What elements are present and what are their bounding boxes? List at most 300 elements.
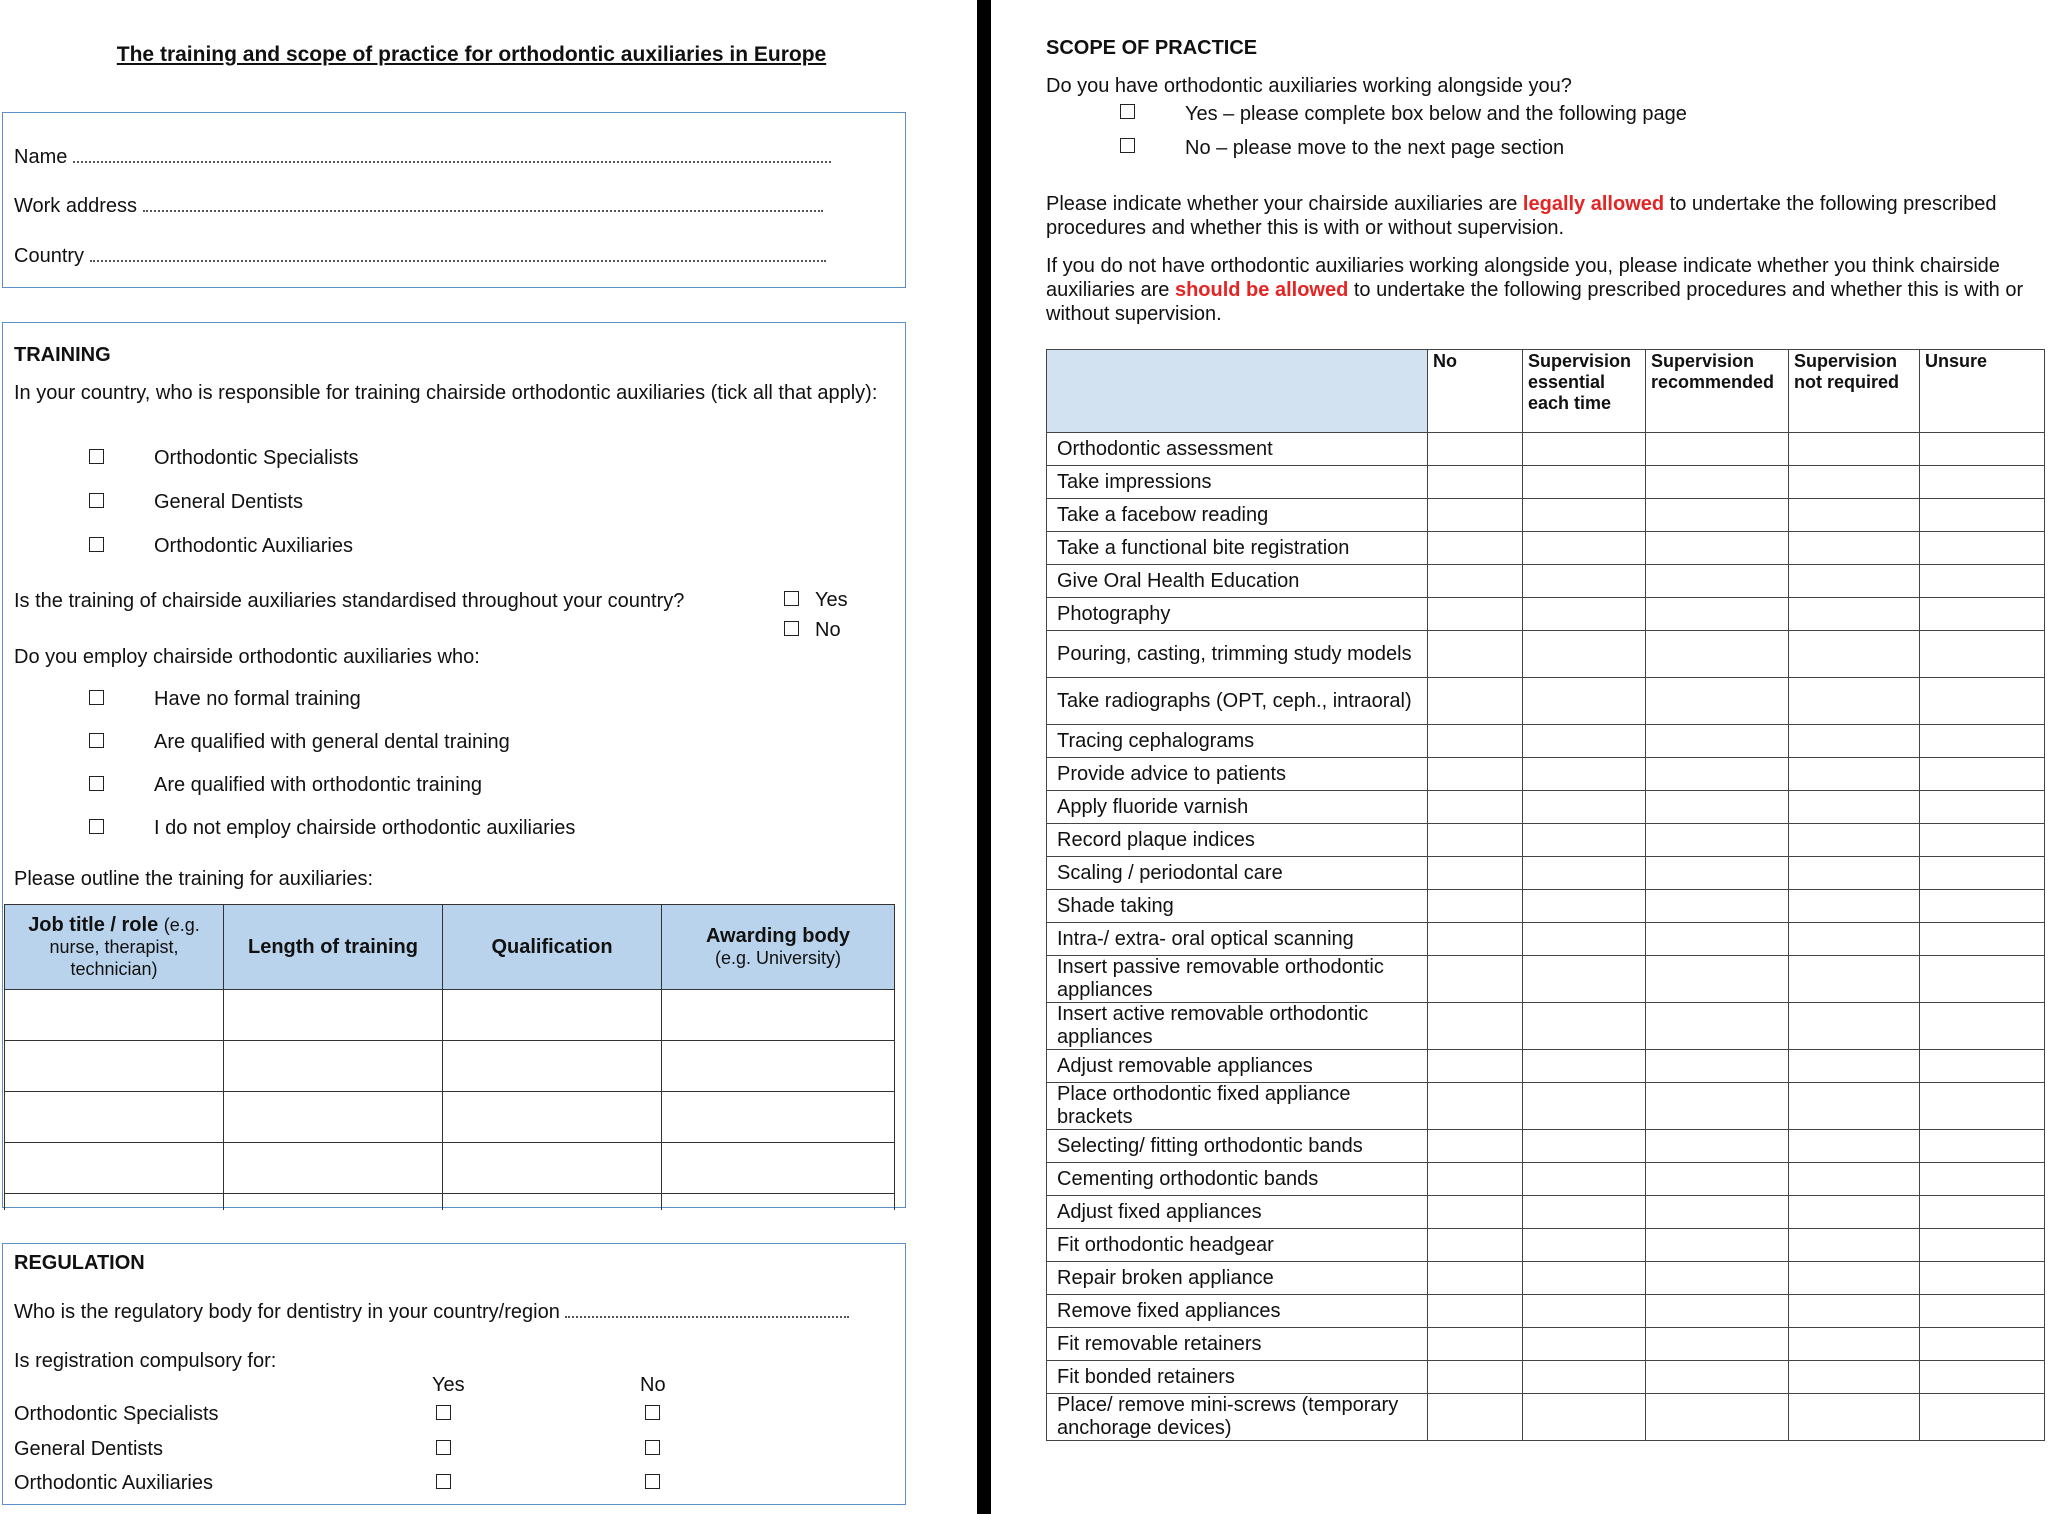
procedure-label: Record plaque indices	[1047, 824, 1428, 857]
header-unsure: Unsure	[1920, 350, 2045, 433]
table-row	[1047, 725, 2045, 758]
table-cell[interactable]	[443, 990, 662, 1041]
answer-cell[interactable]	[1428, 631, 1523, 678]
table-row	[1047, 791, 2045, 824]
answer-cell[interactable]	[1789, 1196, 1920, 1229]
answer-cell[interactable]	[1428, 1163, 1523, 1196]
answer-cell[interactable]	[1789, 890, 1920, 923]
instruction-legally-allowed	[1046, 192, 2054, 240]
answer-cell[interactable]	[1920, 532, 2045, 565]
procedure-label: Orthodontic assessment	[1047, 433, 1428, 466]
table-cell[interactable]	[662, 990, 895, 1041]
regulatory-body-dotted-line[interactable]	[565, 1306, 849, 1318]
table-cell[interactable]	[5, 1194, 224, 1211]
answer-cell[interactable]	[1523, 1229, 1646, 1262]
registration-row-label: General Dentists	[14, 1438, 163, 1460]
header-no: No	[1428, 350, 1523, 433]
answer-cell[interactable]	[1523, 1050, 1646, 1083]
answer-cell[interactable]	[1428, 758, 1523, 791]
table-cell[interactable]	[224, 990, 443, 1041]
answer-cell[interactable]	[1523, 1295, 1646, 1328]
procedure-label: Photography	[1047, 598, 1428, 631]
answer-cell[interactable]	[1523, 791, 1646, 824]
answer-cell[interactable]	[1789, 631, 1920, 678]
answer-cell[interactable]	[1646, 1361, 1789, 1394]
registration-row-label: Orthodontic Auxiliaries	[14, 1472, 213, 1494]
answer-cell[interactable]	[1789, 565, 1920, 598]
table-row	[1047, 857, 2045, 890]
header-job-title-note: (e.g. nurse, therapist, technician)	[49, 915, 200, 979]
scope-table-body	[1047, 433, 2045, 1441]
answer-cell[interactable]	[1523, 1328, 1646, 1361]
answer-cell[interactable]	[1428, 678, 1523, 725]
table-cell[interactable]	[662, 1194, 895, 1211]
checkbox-orthodontic-training[interactable]	[89, 776, 104, 791]
option-label: Have no formal training	[154, 688, 361, 710]
table-row	[1047, 1003, 2045, 1050]
answer-cell[interactable]	[1523, 1003, 1646, 1050]
header-supervision-essential: Supervision essential each time	[1523, 350, 1646, 433]
answer-cell[interactable]	[1523, 532, 1646, 565]
procedure-label: Provide advice to patients	[1047, 758, 1428, 791]
answer-cell[interactable]	[1646, 466, 1789, 499]
answer-cell[interactable]	[1428, 1003, 1523, 1050]
answer-cell[interactable]	[1920, 1130, 2045, 1163]
answer-cell[interactable]	[1646, 678, 1789, 725]
answer-cell[interactable]	[1523, 725, 1646, 758]
option-label: Orthodontic Auxiliaries	[154, 535, 353, 557]
answer-cell[interactable]	[1646, 1295, 1789, 1328]
answer-cell[interactable]	[1428, 532, 1523, 565]
table-row	[5, 1092, 895, 1143]
checkbox-specialists-no[interactable]	[645, 1405, 660, 1420]
training-question-employ: Do you employ chairside orthodontic auxiliaries who:	[14, 646, 480, 668]
table-row	[1047, 631, 2045, 678]
yes-column-label: Yes	[432, 1374, 465, 1396]
checkbox-orthodontic-specialists[interactable]	[89, 449, 104, 464]
table-cell[interactable]	[5, 1092, 224, 1143]
answer-cell[interactable]	[1646, 1083, 1789, 1130]
checkbox-orthodontic-auxiliaries[interactable]	[89, 537, 104, 552]
answer-cell[interactable]	[1523, 466, 1646, 499]
procedure-label: Remove fixed appliances	[1047, 1295, 1428, 1328]
answer-cell[interactable]	[1920, 1163, 2045, 1196]
answer-cell[interactable]	[1920, 1229, 2045, 1262]
answer-cell[interactable]	[1789, 1262, 1920, 1295]
country-label: Country	[14, 245, 85, 267]
header-supervision-recommended: Supervision recommended	[1646, 350, 1789, 433]
answer-cell[interactable]	[1789, 1083, 1920, 1130]
training-question-responsible: In your country, who is responsible for training chairside orthodontic auxiliaries (tick all that apply):	[14, 382, 878, 404]
answer-cell[interactable]	[1646, 598, 1789, 631]
table-cell[interactable]	[224, 1092, 443, 1143]
checkbox-do-not-employ[interactable]	[89, 819, 104, 834]
table-cell[interactable]	[662, 1041, 895, 1092]
table-row	[1047, 466, 2045, 499]
answer-cell[interactable]	[1920, 1361, 2045, 1394]
table-row	[1047, 433, 2045, 466]
answer-cell[interactable]	[1920, 1262, 2045, 1295]
scope-heading: SCOPE OF PRACTICE	[1046, 37, 1258, 59]
header-awarding-body-note: (e.g. University)	[714, 948, 842, 968]
answer-cell[interactable]	[1920, 1003, 2045, 1050]
answer-cell[interactable]	[1789, 1394, 1920, 1441]
answer-cell[interactable]	[1428, 1083, 1523, 1130]
answer-cell[interactable]	[1920, 824, 2045, 857]
answer-cell[interactable]	[1428, 1196, 1523, 1229]
instruction-should-be-allowed	[1046, 254, 2054, 326]
answer-cell[interactable]	[1428, 1328, 1523, 1361]
training-table	[4, 904, 895, 1210]
answer-cell[interactable]	[1428, 923, 1523, 956]
table-row	[5, 1041, 895, 1092]
header-procedure	[1047, 350, 1428, 433]
table-row	[1047, 1163, 2045, 1196]
answer-cell[interactable]	[1920, 725, 2045, 758]
table-row	[1047, 923, 2045, 956]
instruction-text: to undertake the following prescribed procedures and whether this is with or without supervision.	[1046, 193, 1997, 239]
table-row	[1047, 1083, 2045, 1130]
table-row	[5, 1143, 895, 1194]
answer-cell[interactable]	[1523, 1163, 1646, 1196]
procedure-label: Fit orthodontic headgear	[1047, 1229, 1428, 1262]
procedure-label: Adjust removable appliances	[1047, 1050, 1428, 1083]
answer-cell[interactable]	[1920, 466, 2045, 499]
registration-row-label: Orthodontic Specialists	[14, 1403, 219, 1425]
procedure-label: Place orthodontic fixed appliance brackets	[1047, 1083, 1428, 1130]
table-row	[1047, 1196, 2045, 1229]
training-question-standardised: Is the training of chairside auxiliaries standardised throughout your country?	[14, 590, 685, 612]
answer-cell[interactable]	[1428, 598, 1523, 631]
answer-cell[interactable]	[1789, 857, 1920, 890]
procedure-label: Fit removable retainers	[1047, 1328, 1428, 1361]
answer-cell[interactable]	[1920, 499, 2045, 532]
answer-cell[interactable]	[1920, 1196, 2045, 1229]
procedure-label: Take impressions	[1047, 466, 1428, 499]
answer-cell[interactable]	[1920, 956, 2045, 1003]
answer-cell[interactable]	[1920, 1083, 2045, 1130]
checkbox-standardised-yes[interactable]	[784, 591, 799, 606]
answer-cell[interactable]	[1920, 923, 2045, 956]
checkbox-auxiliaries-no[interactable]	[645, 1474, 660, 1489]
answer-cell[interactable]	[1428, 1262, 1523, 1295]
table-row	[1047, 1262, 2045, 1295]
header-awarding-body	[662, 905, 895, 990]
answer-cell[interactable]	[1523, 1361, 1646, 1394]
table-row	[1047, 499, 2045, 532]
table-cell[interactable]	[224, 1143, 443, 1194]
name-label: Name	[14, 146, 68, 168]
answer-cell[interactable]	[1428, 1130, 1523, 1163]
answer-cell[interactable]	[1789, 1163, 1920, 1196]
procedure-label: Selecting/ fitting orthodontic bands	[1047, 1130, 1428, 1163]
work-address-field[interactable]	[14, 195, 823, 218]
answer-cell[interactable]	[1789, 499, 1920, 532]
answer-cell[interactable]	[1646, 1050, 1789, 1083]
answer-cell[interactable]	[1646, 565, 1789, 598]
answer-cell[interactable]	[1523, 433, 1646, 466]
checkbox-general-dentists[interactable]	[89, 493, 104, 508]
header-qualification: Qualification	[443, 905, 662, 990]
answer-cell[interactable]	[1789, 532, 1920, 565]
answer-cell[interactable]	[1428, 1295, 1523, 1328]
answer-cell[interactable]	[1523, 758, 1646, 791]
answer-cell[interactable]	[1646, 532, 1789, 565]
table-cell[interactable]	[224, 1041, 443, 1092]
answer-cell[interactable]	[1789, 433, 1920, 466]
table-cell[interactable]	[5, 1041, 224, 1092]
answer-cell[interactable]	[1428, 725, 1523, 758]
yes-label: Yes	[815, 589, 848, 611]
table-row	[1047, 598, 2045, 631]
answer-cell[interactable]	[1428, 499, 1523, 532]
table-row	[1047, 824, 2045, 857]
answer-cell[interactable]	[1428, 1050, 1523, 1083]
answer-cell[interactable]	[1646, 890, 1789, 923]
table-header-row	[1047, 350, 2045, 433]
option-label: Are qualified with general dental training	[154, 731, 510, 753]
procedure-label: Scaling / periodontal care	[1047, 857, 1428, 890]
answer-cell[interactable]	[1920, 758, 2045, 791]
answer-cell[interactable]	[1646, 725, 1789, 758]
table-row	[1047, 1050, 2045, 1083]
instruction-text: Please indicate whether your chairside auxiliaries are	[1046, 193, 1523, 215]
option-label: Are qualified with orthodontic training	[154, 774, 482, 796]
name-dotted-line[interactable]	[73, 151, 831, 163]
answer-cell[interactable]	[1428, 1394, 1523, 1441]
table-row	[1047, 956, 2045, 1003]
table-cell[interactable]	[443, 1041, 662, 1092]
answer-cell[interactable]	[1920, 565, 2045, 598]
answer-cell[interactable]	[1428, 1361, 1523, 1394]
answer-cell[interactable]	[1523, 857, 1646, 890]
answer-cell[interactable]	[1523, 1262, 1646, 1295]
answer-cell[interactable]	[1920, 791, 2045, 824]
procedure-label: Take a functional bite registration	[1047, 532, 1428, 565]
table-row	[1047, 1394, 2045, 1441]
procedure-label: Apply fluoride varnish	[1047, 791, 1428, 824]
table-row	[5, 990, 895, 1041]
training-heading: TRAINING	[14, 344, 111, 366]
procedure-label: Intra-/ extra- oral optical scanning	[1047, 923, 1428, 956]
table-header-row	[5, 905, 895, 990]
answer-cell[interactable]	[1920, 1050, 2045, 1083]
regulation-heading: REGULATION	[14, 1252, 145, 1274]
procedure-label: Place/ remove mini-screws (temporary anchorage devices)	[1047, 1394, 1428, 1441]
answer-cell[interactable]	[1789, 1328, 1920, 1361]
no-column-label: No	[640, 1374, 666, 1396]
answer-cell[interactable]	[1789, 791, 1920, 824]
table-cell[interactable]	[443, 1194, 662, 1211]
option-no-label: No – please move to the next page section	[1185, 137, 1565, 159]
answer-cell[interactable]	[1523, 923, 1646, 956]
answer-cell[interactable]	[1789, 758, 1920, 791]
table-cell[interactable]	[443, 1092, 662, 1143]
checkbox-specialists-yes[interactable]	[436, 1405, 451, 1420]
answer-cell[interactable]	[1920, 1328, 2045, 1361]
answer-cell[interactable]	[1920, 1295, 2045, 1328]
answer-cell[interactable]	[1920, 890, 2045, 923]
registration-question: Is registration compulsory for:	[14, 1350, 277, 1372]
answer-cell[interactable]	[1920, 631, 2045, 678]
answer-cell[interactable]	[1920, 598, 2045, 631]
answer-cell[interactable]	[1920, 433, 2045, 466]
header-job-title-label: Job title / role	[28, 914, 159, 936]
work-address-dotted-line[interactable]	[143, 200, 823, 212]
answer-cell[interactable]	[1920, 1394, 2045, 1441]
procedure-label: Repair broken appliance	[1047, 1262, 1428, 1295]
answer-cell[interactable]	[1789, 1003, 1920, 1050]
instruction-text: If you do not have orthodontic auxiliaries working alongside you, please indicate whether you think chairside auxiliaries are	[1046, 255, 2000, 301]
no-label: No	[815, 619, 841, 641]
header-supervision-not-required: Supervision not required	[1789, 350, 1920, 433]
answer-cell[interactable]	[1646, 857, 1789, 890]
checkbox-no-formal-training[interactable]	[89, 690, 104, 705]
table-row	[1047, 678, 2045, 725]
answer-cell[interactable]	[1428, 824, 1523, 857]
answer-cell[interactable]	[1646, 1394, 1789, 1441]
answer-cell[interactable]	[1789, 1130, 1920, 1163]
answer-cell[interactable]	[1523, 678, 1646, 725]
header-length: Length of training	[224, 905, 443, 990]
answer-cell[interactable]	[1428, 433, 1523, 466]
answer-cell[interactable]	[1523, 1394, 1646, 1441]
checkbox-auxiliaries-yes[interactable]	[436, 1474, 451, 1489]
answer-cell[interactable]	[1646, 433, 1789, 466]
table-row	[1047, 758, 2045, 791]
page-divider	[977, 0, 991, 1514]
country-dotted-line[interactable]	[90, 250, 826, 262]
option-label: General Dentists	[154, 491, 303, 513]
table-cell[interactable]	[5, 1143, 224, 1194]
answer-cell[interactable]	[1646, 631, 1789, 678]
checkbox-no-auxiliaries[interactable]	[1120, 138, 1135, 153]
answer-cell[interactable]	[1789, 1295, 1920, 1328]
table-row	[1047, 565, 2045, 598]
outline-training-label: Please outline the training for auxiliaries:	[14, 868, 374, 890]
option-label: Orthodontic Specialists	[154, 447, 359, 469]
answer-cell[interactable]	[1646, 824, 1789, 857]
table-cell[interactable]	[224, 1194, 443, 1211]
procedure-label: Insert active removable orthodontic appliances	[1047, 1003, 1428, 1050]
answer-cell[interactable]	[1523, 1083, 1646, 1130]
procedure-label: Adjust fixed appliances	[1047, 1196, 1428, 1229]
table-row	[1047, 1130, 2045, 1163]
scope-table	[1046, 349, 2045, 1441]
checkbox-standardised-no[interactable]	[784, 621, 799, 636]
answer-cell[interactable]	[1789, 824, 1920, 857]
country-field[interactable]	[14, 245, 826, 268]
answer-cell[interactable]	[1646, 758, 1789, 791]
answer-cell[interactable]	[1646, 791, 1789, 824]
answer-cell[interactable]	[1646, 923, 1789, 956]
answer-cell[interactable]	[1523, 1130, 1646, 1163]
answer-cell[interactable]	[1428, 890, 1523, 923]
answer-cell[interactable]	[1428, 857, 1523, 890]
answer-cell[interactable]	[1789, 1229, 1920, 1262]
answer-cell[interactable]	[1789, 1050, 1920, 1083]
procedure-label: Take a facebow reading	[1047, 499, 1428, 532]
answer-cell[interactable]	[1789, 678, 1920, 725]
answer-cell[interactable]	[1428, 791, 1523, 824]
procedure-label: Shade taking	[1047, 890, 1428, 923]
regulatory-body-field[interactable]	[14, 1301, 849, 1324]
checkbox-yes-auxiliaries[interactable]	[1120, 104, 1135, 119]
answer-cell[interactable]	[1646, 1130, 1789, 1163]
answer-cell[interactable]	[1523, 824, 1646, 857]
work-address-label: Work address	[14, 195, 138, 217]
instruction-text: to undertake the following prescribed procedures and whether this is with or without supervision.	[1046, 279, 2024, 325]
answer-cell[interactable]	[1646, 499, 1789, 532]
answer-cell[interactable]	[1789, 923, 1920, 956]
answer-cell[interactable]	[1428, 956, 1523, 1003]
table-row	[1047, 532, 2045, 565]
answer-cell[interactable]	[1646, 1196, 1789, 1229]
checkbox-general-dentists-no[interactable]	[645, 1440, 660, 1455]
table-row	[1047, 1328, 2045, 1361]
answer-cell[interactable]	[1789, 956, 1920, 1003]
table-row	[1047, 1229, 2045, 1262]
answer-cell[interactable]	[1428, 466, 1523, 499]
answer-cell[interactable]	[1920, 857, 2045, 890]
legally-allowed-highlight: legally allowed	[1522, 193, 1665, 215]
answer-cell[interactable]	[1920, 678, 2045, 725]
document-title: The training and scope of practice for orthodontic auxiliaries in Europe	[116, 43, 827, 66]
answer-cell[interactable]	[1523, 631, 1646, 678]
answer-cell[interactable]	[1523, 890, 1646, 923]
option-label: I do not employ chairside orthodontic auxiliaries	[154, 817, 576, 839]
answer-cell[interactable]	[1789, 725, 1920, 758]
answer-cell[interactable]	[1523, 499, 1646, 532]
answer-cell[interactable]	[1428, 565, 1523, 598]
procedure-label: Take radiographs (OPT, ceph., intraoral)	[1047, 678, 1428, 725]
header-awarding-body-label: Awarding body	[705, 925, 851, 947]
table-row	[1047, 1295, 2045, 1328]
table-cell[interactable]	[5, 990, 224, 1041]
answer-cell[interactable]	[1646, 1229, 1789, 1262]
answer-cell[interactable]	[1428, 1229, 1523, 1262]
checkbox-general-dental-training[interactable]	[89, 733, 104, 748]
should-be-allowed-highlight: should be allowed	[1174, 279, 1349, 301]
table-cell[interactable]	[443, 1143, 662, 1194]
table-cell[interactable]	[662, 1092, 895, 1143]
table-row	[1047, 1361, 2045, 1394]
regulatory-body-label: Who is the regulatory body for dentistry in your country/region	[14, 1301, 560, 1323]
table-cell[interactable]	[662, 1143, 895, 1194]
answer-cell[interactable]	[1523, 565, 1646, 598]
option-yes-label: Yes – please complete box below and the following page	[1185, 103, 1687, 125]
procedure-label: Give Oral Health Education	[1047, 565, 1428, 598]
answer-cell[interactable]	[1646, 1328, 1789, 1361]
auxiliaries-question: Do you have orthodontic auxiliaries working alongside you?	[1046, 75, 1572, 97]
procedure-label: Cementing orthodontic bands	[1047, 1163, 1428, 1196]
answer-cell[interactable]	[1523, 598, 1646, 631]
answer-cell[interactable]	[1646, 956, 1789, 1003]
table-row	[1047, 890, 2045, 923]
answer-cell[interactable]	[1789, 598, 1920, 631]
procedure-label: Pouring, casting, trimming study models	[1047, 631, 1428, 678]
answer-cell[interactable]	[1646, 1163, 1789, 1196]
procedure-label: Tracing cephalograms	[1047, 725, 1428, 758]
answer-cell[interactable]	[1523, 1196, 1646, 1229]
answer-cell[interactable]	[1646, 1003, 1789, 1050]
answer-cell[interactable]	[1523, 956, 1646, 1003]
checkbox-general-dentists-yes[interactable]	[436, 1440, 451, 1455]
name-field[interactable]	[14, 146, 831, 169]
answer-cell[interactable]	[1789, 466, 1920, 499]
answer-cell[interactable]	[1789, 1361, 1920, 1394]
answer-cell[interactable]	[1646, 1262, 1789, 1295]
